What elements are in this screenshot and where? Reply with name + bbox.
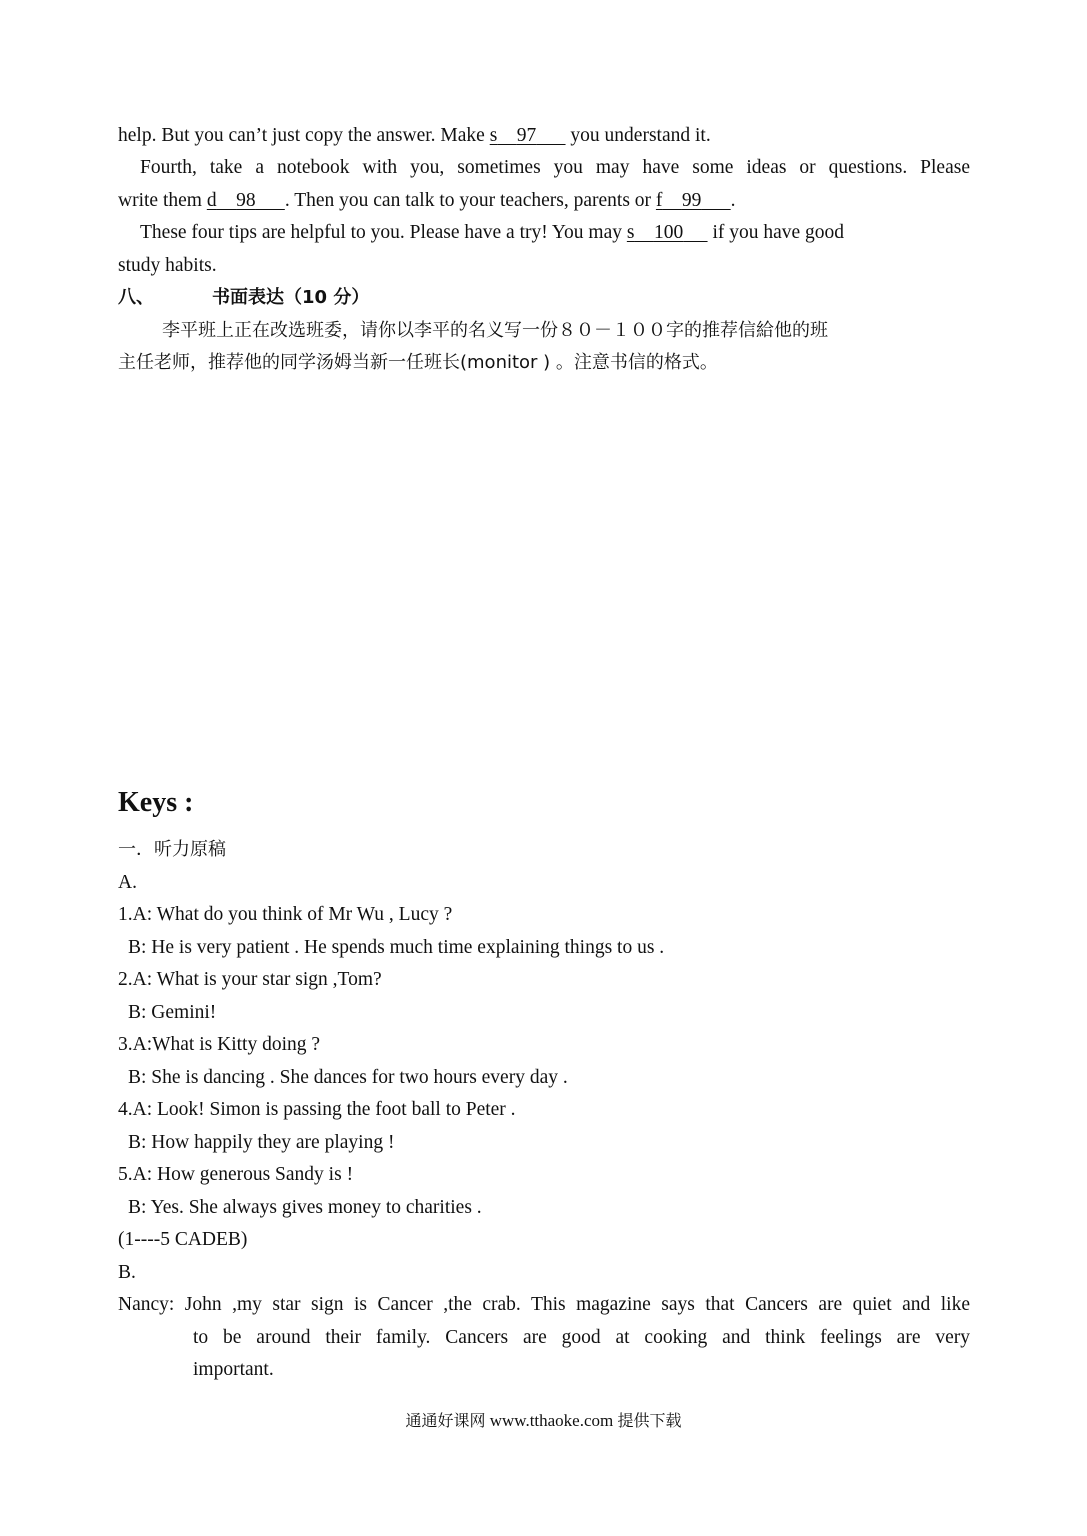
passage-line-1: help. But you can’t just copy the answer. Make s 97 you understand it. xyxy=(118,121,970,151)
footer-url[interactable]: www.tthaoke.com xyxy=(489,1411,614,1430)
keys-title: Keys : xyxy=(118,787,194,818)
blank-97[interactable]: s 97 xyxy=(489,125,537,146)
answers-a: (1----5 CADEB) xyxy=(118,1229,248,1250)
dialogue-line: B: Yes. She always gives money to charities . xyxy=(128,1197,482,1218)
part-a-label: A. xyxy=(118,872,137,893)
passage-line-2: Fourth, take a notebook with you, sometimes you may have some ideas or questions. Please xyxy=(140,157,970,178)
section-8-title: 书面表达（10 分） xyxy=(212,287,370,308)
nancy-line-1: Nancy: John ,my star sign is Cancer ,the crab. This magazine says that Cancers are quiet and like xyxy=(118,1294,970,1315)
section-8-prompt-line-1: 李平班上正在改选班委，请你以李平的名义写一份８０－１００字的推荐信給他的班 xyxy=(162,320,828,341)
dialogue-line: 1.A: What do you think of Mr Wu , Lucy ? xyxy=(118,904,453,925)
blank-98[interactable]: d 98 xyxy=(206,190,256,211)
dialogue-line: B: He is very patient . He spends much time explaining things to us . xyxy=(128,937,665,958)
part-1-heading: 一．听力原稿 xyxy=(118,839,226,860)
section-8-heading xyxy=(118,283,970,313)
dialogue-line: 4.A: Look! Simon is passing the foot ball to Peter . xyxy=(118,1099,516,1120)
part-b-label: B. xyxy=(118,1262,136,1283)
footer-suffix: 提供下载 xyxy=(617,1411,682,1430)
footer-site-name: 通通好课网 xyxy=(405,1411,486,1430)
dialogue-line: 3.A:What is Kitty doing ? xyxy=(118,1034,321,1055)
dialogue-line: B: Gemini! xyxy=(128,1002,217,1023)
nancy-line-2: to be around their family. Cancers are good at cooking and think feelings are very xyxy=(193,1327,970,1348)
dialogue-line: 2.A: What is your star sign ,Tom? xyxy=(118,969,382,990)
dialogue-line: B: How happily they are playing ! xyxy=(128,1132,395,1153)
passage-line-4: These four tips are helpful to you. Please have a try! You may s 100 if you have good xyxy=(140,218,970,248)
dialogue-line: 5.A: How generous Sandy is ! xyxy=(118,1164,354,1185)
blank-100[interactable]: s 100 xyxy=(626,222,684,243)
dialogue-line: B: She is dancing . She dances for two hours every day . xyxy=(128,1067,568,1088)
passage-line-3: write them d 98 . Then you can talk to your teachers, parents or f 99 . xyxy=(118,186,970,216)
blank-99[interactable]: f 99 xyxy=(655,190,702,211)
passage-line-5: study habits. xyxy=(118,255,217,276)
nancy-line-3: important. xyxy=(193,1359,274,1380)
page-footer xyxy=(0,1408,1087,1434)
section-8-prompt-line-2: 主任老师，推荐他的同学汤姆当新一任班长(monitor ) 。注意书信的格式。 xyxy=(118,352,718,373)
section-8-number: 八、 xyxy=(118,287,154,308)
